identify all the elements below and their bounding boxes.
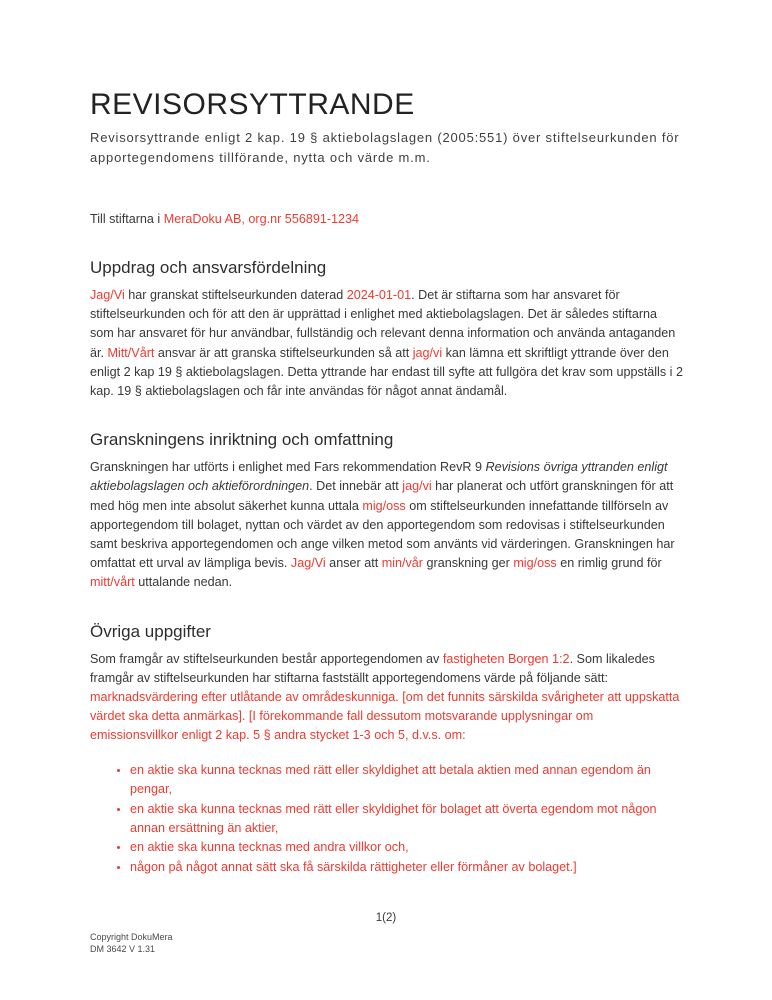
text-segment: Till stiftarna i (90, 212, 164, 226)
document-subtitle: Revisorsyttrande enligt 2 kap. 19 § aktiebolagslagen (2005:551) över stiftelseurkunden för apportegendomens tillförande, nytta och värde m.m. (90, 130, 680, 165)
text-segment: har planerat och utfört granskningen för att med hög men inte absolut säkerhet kunna uttala (90, 479, 674, 513)
section-paragraph-uppdrag (90, 286, 684, 401)
text-segment: jag/vi (412, 345, 443, 360)
page-number: 1(2) (375, 912, 397, 924)
section-granskning (90, 428, 684, 592)
text-segment: min/vår (381, 556, 423, 571)
text-segment: anser att (325, 556, 382, 571)
recipient-line (90, 210, 684, 229)
text-segment: om stiftelseurkunden innefattande tillförseln av apportegendom till bolaget, nyttan och värdet av den apportegendom som redovisas i stiftelseurkunden samt beskriva apportegendomen och ange vilken metod som använts vid värderingen. Granskningen har omfattat ett urval av lämpliga bevis. (90, 498, 675, 571)
text-segment: Mitt/Vårt (107, 345, 155, 360)
section-ovriga-uppgifter (90, 620, 684, 878)
text-segment: marknadsvärdering efter utlåtande av områdeskunniga. [om det funnits särskilda svårigheter att uppskatta värdet ska detta anmärkas]. [I förekommande fall dessutom motsvarande upplysningar om emissionsvillkor enligt 2 kap. 5 § andra stycket 1-3 och 5, d.v.s. om: (90, 690, 680, 743)
text-segment: . Det är stiftarna som har ansvaret för stiftelseurkunden och för att den är upprättad i enlighet med aktiebolagslagen. Det är således stiftarna som har ansvaret för hur användbar, fullständig och relevant denna information och använda antaganden är. (90, 288, 676, 360)
text-segment: Granskningen har utförts i enlighet med Fars rekommendation RevR 9 (90, 460, 486, 475)
text-segment: mig/oss (362, 498, 406, 513)
text-segment: mitt/vårt (90, 575, 135, 590)
text-segment: en rimlig grund för (556, 556, 662, 571)
section-paragraph-ovriga-uppgifter (90, 650, 684, 746)
text-segment: MeraDoku AB, org.nr 556891-1234 (163, 212, 360, 226)
text-segment: Jag/Vi (290, 556, 326, 571)
text-segment: har granskat stiftelseurkunden daterad (124, 288, 347, 302)
footer (90, 931, 173, 955)
text-segment: . Det innebär att (309, 479, 403, 494)
list-item: • en aktie ska kunna tecknas med andra villkor och, (130, 838, 684, 857)
document-title: REVISORSYTTRANDE (90, 88, 415, 121)
section-paragraph-granskning (90, 458, 684, 592)
bullet-list (90, 761, 684, 878)
text-segment: Som framgår av stiftelseurkunden består apportegendomen av (90, 651, 443, 666)
text-segment: fastigheten Borgen 1:2 (442, 651, 570, 666)
text-segment: Revisions övriga yttranden enligt aktiebolagslagen och aktieförordningen (90, 460, 668, 494)
list-item: • någon på något annat sätt ska få särskilda rättigheter eller förmåner av bolaget.] (130, 858, 684, 877)
text-segment: jag/vi (402, 479, 432, 494)
text-segment: uttalande nedan. (134, 575, 233, 590)
text-segment: ansvar är att granska stiftelseurkunden så att (154, 345, 413, 360)
text-segment: granskning ger (423, 556, 514, 571)
text-segment: . Som likaledes framgår av stiftelseurkunden har stiftarna fastställt apportegendomens värde på följande sätt: (90, 651, 655, 685)
text-segment: 2024-01-01 (346, 288, 412, 302)
list-item: • en aktie ska kunna tecknas med rätt eller skyldighet för bolaget att överta egendom mot någon annan ersättning än aktier, (130, 800, 684, 838)
text-segment: mig/oss (513, 556, 557, 571)
section-heading-ovriga-uppgifter: Övriga uppgifter (90, 621, 211, 641)
footer-copyright: Copyright DokuMera (90, 932, 173, 942)
text-segment: kan lämna ett skriftligt yttrande över den enligt 2 kap 19 § aktiebolagslagen. Detta yttrande har endast till syfte att fullgöra det krav som uppställs i 2 kap. 19 § aktiebolagslagen och får inte användas för något annat ändamål. (90, 345, 683, 399)
text-segment: Jag/Vi (90, 288, 125, 302)
footer-doc-id: DM 3642 V 1.31 (90, 944, 156, 954)
section-heading-granskning: Granskningens inriktning och omfattning (90, 430, 394, 450)
list-item: • en aktie ska kunna tecknas med rätt eller skyldighet att betala aktien med annan egendom än pengar, (130, 761, 684, 799)
section-heading-uppdrag: Uppdrag och ansvarsfördelning (90, 258, 327, 277)
section-uppdrag (90, 256, 684, 401)
